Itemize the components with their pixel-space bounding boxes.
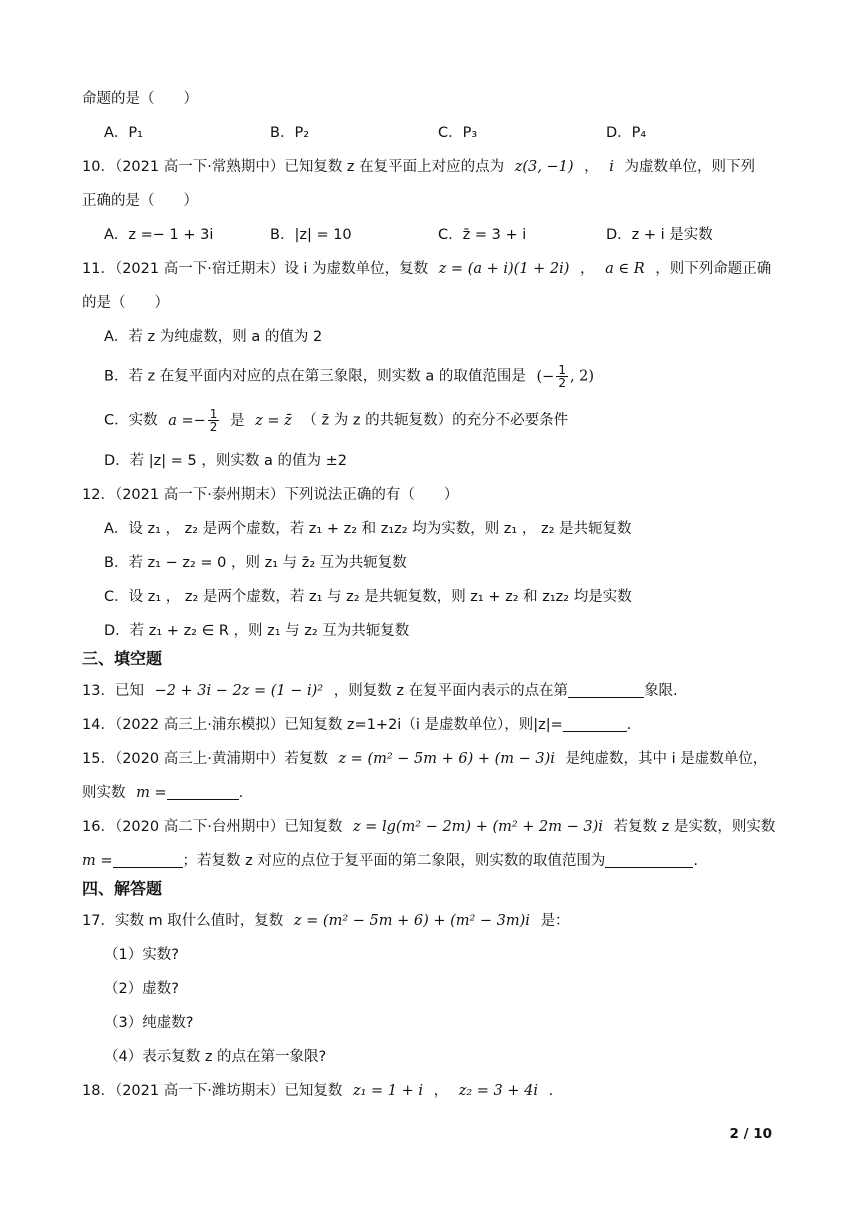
q16-text-a: 16．（2020 高二下·台州期中）已知复数 [82, 819, 343, 835]
q12-option-d: D．若 z₁ + z₂ ∈ R ，则 z₁ 与 z₂ 互为共轭复数 [104, 623, 410, 639]
q15-answer-blank[interactable] [167, 783, 239, 800]
q15-text-l2c: . [238, 785, 244, 801]
q16-m-eq: m = [82, 853, 113, 869]
q11-option-c [104, 408, 568, 433]
q13-answer-blank[interactable] [568, 681, 644, 698]
q11-line1 [82, 258, 771, 280]
q18-line1 [82, 1080, 553, 1102]
q12-option-c: C．设 z₁ ， z₂ 是两个虚数，若 z₁ 与 z₂ 是共轭复数，则 z₁ + z₂ 和 z₁z₂ 均是实数 [104, 589, 632, 605]
q15-line1 [82, 748, 767, 770]
fraction-denominator: 2 [209, 420, 218, 434]
q15-text-l2a: 则实数 [82, 785, 126, 801]
q17-item-4: （4）表示复数 z 的点在第一象限? [104, 1049, 327, 1065]
q16-formula: z = lg(m² − 2m) + (m² + 2m − 3)i [352, 819, 603, 835]
section-fill-in: 三、填空题 [82, 649, 163, 668]
q11-text-b: ， [580, 261, 595, 277]
q11-formula: z = (a + i)(1 + 2i) [438, 261, 570, 277]
q11-option-b-open: (− [536, 368, 555, 385]
q18-z1: z₁ = 1 + i [352, 1083, 423, 1099]
q11-option-c-a: a =− [168, 412, 206, 429]
fraction-numerator: 1 [209, 407, 218, 421]
q9-option-d: D．P₄ [606, 125, 647, 141]
q12-line1: 12．（2021 高一下·泰州期末）下列说法正确的有（ ） [82, 487, 459, 503]
q11-option-b [104, 364, 594, 389]
q11-text-a: 11．（2021 高一下·宿迁期末）设 i 为虚数单位，复数 [82, 261, 429, 277]
q10-option-d: D．z + i 是实数 [606, 227, 713, 243]
q17-text-b: 是： [540, 913, 570, 929]
q17-line1 [82, 910, 570, 932]
q10-option-c: C．z̄ = 3 + i [438, 227, 527, 243]
q10-text-c: 为虚数单位，则下列 [624, 159, 756, 175]
q11-text-c: ，则下列命题正确 [655, 261, 772, 277]
page-number: 2 / 10 [729, 1126, 772, 1142]
fraction-denominator: 2 [558, 376, 566, 390]
q10-text-a: 10．（2021 高一下·常熟期中）已知复数 z 在复平面上对应的点为 [82, 159, 505, 175]
q15-text-a: 15．（2020 高三上·黄浦期中）若复数 [82, 751, 328, 767]
q10-option-a: A．z =− 1 + 3i [104, 227, 214, 243]
q10-i: i [609, 159, 614, 175]
q18-text-a: 18．（2021 高一下·潍坊期末）已知复数 [82, 1083, 343, 1099]
section-answer: 四、解答题 [82, 879, 163, 898]
q15-m-eq: m = [136, 785, 167, 801]
q10-line2: 正确的是（ ） [82, 193, 198, 209]
q11-line2: 的是（ ） [82, 295, 169, 311]
q14-text-c: . [626, 717, 632, 733]
q16-text-l2b: ；若复数 z 对应的点位于复平面的第二象限，则实数的取值范围为 [182, 853, 606, 869]
q18-text-b: ， [433, 1083, 449, 1099]
q13-formula: −2 + 3i − 2z = (1 − i)² [154, 683, 324, 699]
q9-option-c: C．P₃ [438, 125, 478, 141]
q9-tail: 命题的是（ ） [82, 91, 198, 107]
q14-line [82, 714, 631, 736]
q17-item-2: （2）虚数? [104, 981, 179, 997]
q11-option-b-close: , 2) [569, 368, 595, 385]
q13-text-c: 象限. [644, 683, 678, 699]
q9-option-a: A．P₁ [104, 125, 143, 141]
q17-text-a: 17．实数 m 取什么值时，复数 [82, 913, 284, 929]
q16-answer-blank-2[interactable] [605, 851, 693, 868]
q12-option-b: B．若 z₁ − z₂ = 0 ，则 z₁ 与 z̄₂ 互为共轭复数 [104, 555, 407, 571]
q9-option-b: B．P₂ [270, 125, 310, 141]
q11-option-a: A．若 z 为纯虚数，则 a 的值为 2 [104, 329, 323, 345]
q14-text-a: 14．（2022 高三上·浦东模拟）已知复数 z=1+2i（i 是虚数单位），则|z|= [82, 717, 563, 733]
q17-item-3: （3）纯虚数? [104, 1015, 194, 1031]
q18-z2: z₂ = 3 + 4i [458, 1083, 538, 1099]
q15-line2 [82, 782, 243, 804]
q10-point: z(3, −1) [514, 159, 574, 175]
q11-option-c-text3: （ z̄ 为 z 的共轭复数）的充分不必要条件 [302, 412, 569, 429]
q13-text-b: ，则复数 z 在复平面内表示的点在第 [333, 683, 569, 699]
q16-answer-blank-1[interactable] [113, 851, 183, 868]
q16-line1 [82, 816, 775, 838]
q16-line2 [82, 850, 698, 872]
q10-text-b: ， [584, 159, 599, 175]
q14-answer-blank[interactable] [563, 715, 627, 732]
q11-option-d: D．若 |z| = 5 ，则实数 a 的值为 ±2 [104, 453, 347, 469]
q16-text-b: 若复数 z 是实数，则实数 [613, 819, 776, 835]
q11-option-c-fraction [208, 408, 220, 433]
q16-text-l2c: . [693, 853, 698, 869]
fraction-numerator: 1 [558, 363, 566, 377]
q15-formula: z = (m² − 5m + 6) + (m − 3)i [338, 751, 555, 767]
q17-formula: z = (m² − 5m + 6) + (m² − 3m)i [293, 913, 530, 929]
q15-text-b: 是纯虚数，其中 i 是虚数单位， [565, 751, 768, 767]
q11-domain: a ∈ R [605, 261, 645, 277]
q10-option-b: B．|z| = 10 [270, 227, 352, 243]
q12-option-a: A．设 z₁ ， z₂ 是两个虚数，若 z₁ + z₂ 和 z₁z₂ 均为实数，则 z₁ ， z₂ 是共轭复数 [104, 521, 632, 537]
q10-line1 [82, 156, 755, 178]
q17-item-1: （1）实数? [104, 947, 179, 963]
q13-text-a: 13．已知 [82, 683, 144, 699]
q18-text-c: . [548, 1083, 554, 1099]
q11-option-c-text2: 是 [230, 412, 245, 429]
q11-option-c-text1: C．实数 [104, 412, 158, 429]
q11-option-b-text: B．若 z 在复平面内对应的点在第三象限，则实数 a 的取值范围是 [104, 368, 526, 385]
q11-option-b-fraction [556, 364, 568, 389]
q11-option-c-eq: z = z̄ [255, 412, 292, 429]
q13-line [82, 680, 678, 702]
